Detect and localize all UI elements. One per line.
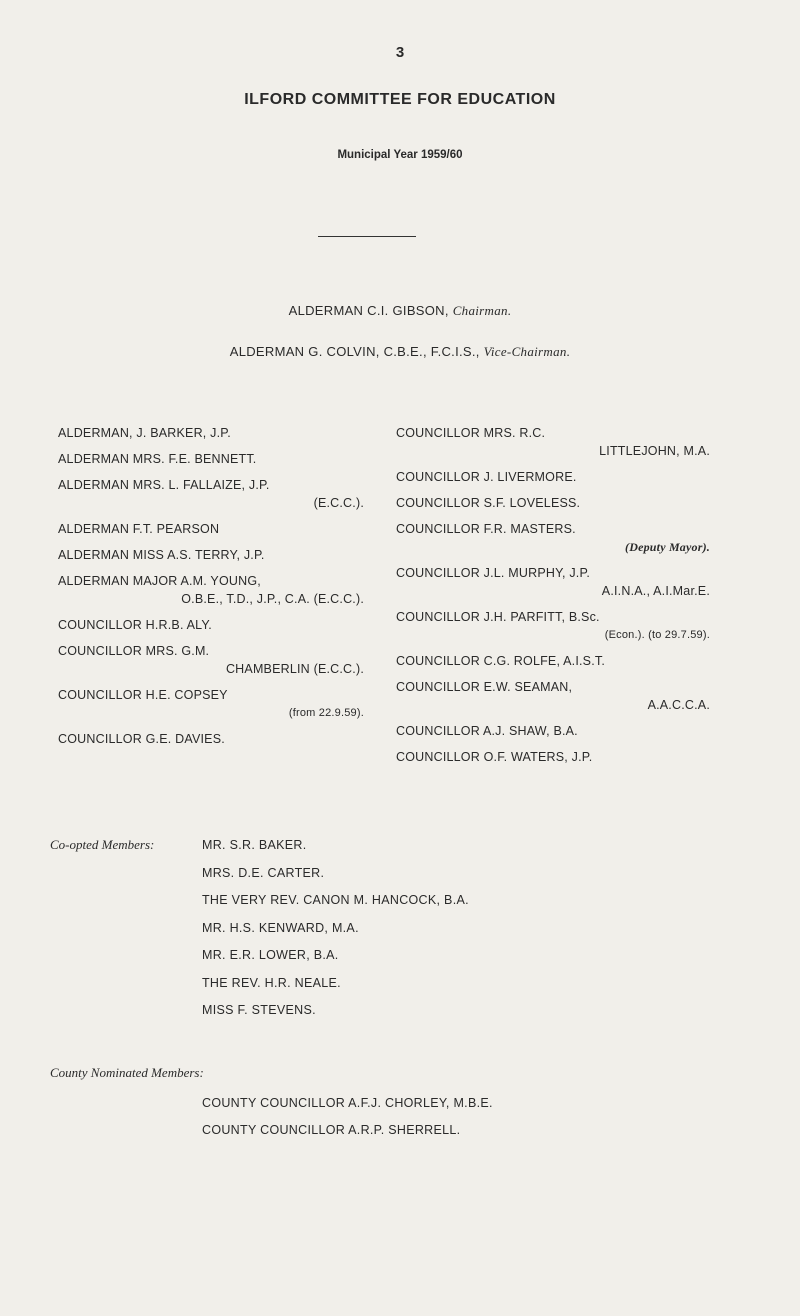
member-name: COUNCILLOR A.J. SHAW, B.A. <box>396 724 578 738</box>
member-entry <box>58 450 364 468</box>
coopted-members-label: Co-opted Members: <box>50 837 155 852</box>
list-item: THE REV. H.R. NEALE. <box>202 975 341 990</box>
member-entry <box>58 424 364 442</box>
chairman-name: ALDERMAN C.I. GIBSON, <box>288 303 453 318</box>
chairman-role: Chairman. <box>452 303 512 318</box>
page-number: 3 <box>395 44 405 61</box>
list-item: MR. E.R. LOWER, B.A. <box>202 948 339 962</box>
vice-chairman-role: Vice-Chairman. <box>483 344 571 359</box>
member-name: COUNCILLOR G.E. DAVIES. <box>58 732 225 746</box>
member-entry <box>58 572 364 608</box>
member-entry <box>396 652 710 670</box>
list-item: MR. H.S. KENWARD, M.A. <box>202 920 359 935</box>
divider-rule <box>318 236 416 237</box>
member-name: ALDERMAN MAJOR A.M. YOUNG, <box>58 574 261 588</box>
member-name: COUNCILLOR MRS. G.M. <box>58 644 210 658</box>
document-title: ILFORD COMMITTEE FOR EDUCATION <box>244 91 556 108</box>
member-name: ALDERMAN MRS. F.E. BENNETT. <box>58 452 257 466</box>
member-entry <box>396 748 710 766</box>
member-entry <box>396 564 710 600</box>
member-name: COUNCILLOR C.G. ROLFE, A.I.S.T. <box>396 654 606 668</box>
member-note: (from 22.9.59). <box>288 707 364 719</box>
member-name: COUNCILLOR J. LIVERMORE. <box>396 470 577 484</box>
member-name: ALDERMAN, J. BARKER, J.P. <box>58 426 231 440</box>
municipal-year: Municipal Year 1959/60 <box>337 149 463 161</box>
member-name: COUNCILLOR J.L. MURPHY, J.P. <box>396 566 591 580</box>
member-name: ALDERMAN MRS. L. FALLAIZE, J.P. <box>58 478 270 492</box>
member-name: COUNCILLOR F.R. MASTERS. <box>396 522 576 536</box>
member-entry <box>396 424 710 460</box>
member-name: ALDERMAN MISS A.S. TERRY, J.P. <box>58 548 265 562</box>
member-entry <box>396 520 710 556</box>
member-note: (Deputy Mayor). <box>625 540 710 554</box>
member-suffix: LITTLEJOHN, M.A. <box>599 444 710 458</box>
list-item: THE VERY REV. CANON M. HANCOCK, B.A. <box>202 893 469 907</box>
member-name: ALDERMAN F.T. PEARSON <box>58 522 220 536</box>
list-item: MRS. D.E. CARTER. <box>202 865 325 880</box>
members-right-column <box>396 424 710 774</box>
member-name: COUNCILLOR J.H. PARFITT, B.Sc. <box>396 610 600 624</box>
county-members-label: County Nominated Members: <box>50 1065 204 1080</box>
member-suffix: A.I.N.A., A.I.Mar.E. <box>601 584 710 598</box>
member-entry <box>58 520 364 538</box>
list-item: MISS F. STEVENS. <box>202 1003 316 1017</box>
member-entry <box>58 616 364 634</box>
member-entry <box>58 686 364 722</box>
coopted-members-list <box>202 837 469 1030</box>
member-note: (Econ.). (to 29.7.59). <box>604 629 710 641</box>
county-members-list <box>202 1095 493 1149</box>
member-entry <box>396 678 710 714</box>
member-name: COUNCILLOR MRS. R.C. <box>396 426 546 440</box>
member-entry <box>396 494 710 512</box>
chairman-line <box>0 303 800 319</box>
member-entry <box>58 642 364 678</box>
member-suffix: (E.C.C.). <box>313 496 364 510</box>
list-item: COUNTY COUNCILLOR A.R.P. SHERRELL. <box>202 1123 461 1137</box>
member-name: COUNCILLOR E.W. SEAMAN, <box>396 680 573 694</box>
member-entry <box>396 468 710 486</box>
members-left-column <box>58 424 364 756</box>
member-suffix: O.B.E., T.D., J.P., C.A. (E.C.C.). <box>181 592 364 606</box>
member-suffix: A.A.C.C.A. <box>647 698 710 712</box>
list-item: MR. S.R. BAKER. <box>202 838 307 852</box>
member-name: COUNCILLOR O.F. WATERS, J.P. <box>396 750 593 764</box>
member-suffix: CHAMBERLIN (E.C.C.). <box>225 662 364 676</box>
vice-chairman-line <box>0 344 800 360</box>
member-name: COUNCILLOR S.F. LOVELESS. <box>396 496 581 510</box>
vice-chairman-name: ALDERMAN G. COLVIN, C.B.E., F.C.I.S., <box>229 344 484 359</box>
member-entry <box>58 476 364 512</box>
member-entry <box>58 546 364 564</box>
member-name: COUNCILLOR H.R.B. ALY. <box>58 618 212 632</box>
member-entry <box>396 608 710 644</box>
list-item: COUNTY COUNCILLOR A.F.J. CHORLEY, M.B.E. <box>202 1096 493 1110</box>
member-entry <box>58 730 364 748</box>
member-name: COUNCILLOR H.E. COPSEY <box>58 688 228 702</box>
member-entry <box>396 722 710 740</box>
